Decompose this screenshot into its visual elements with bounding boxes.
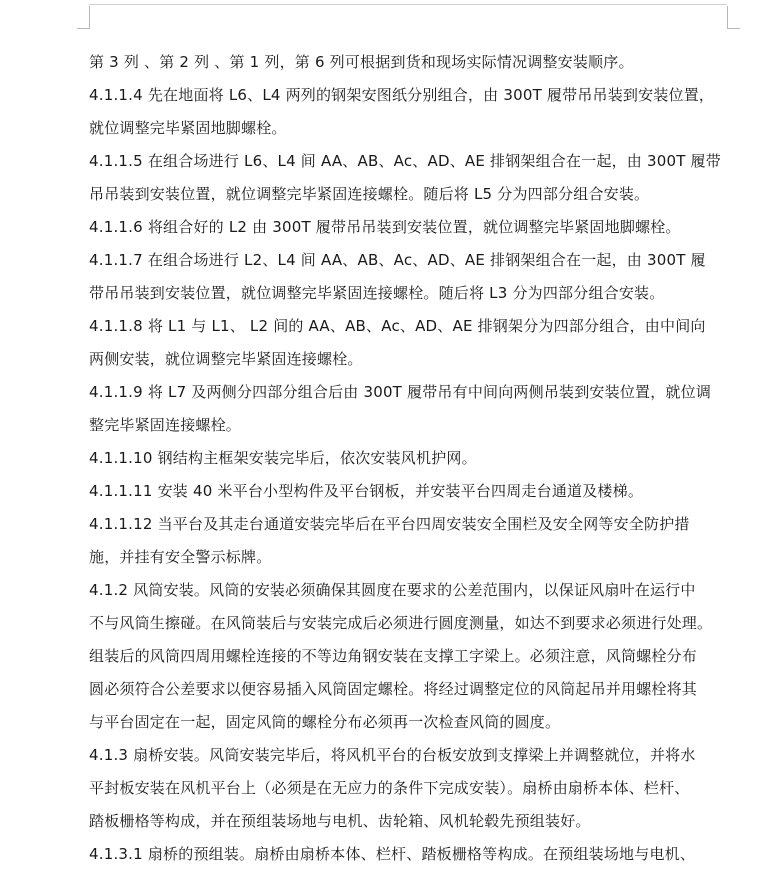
paragraph-4-1-1-6 — [89, 211, 729, 244]
text-line: 踏板栅格等构成，并在预组装场地与电机、齿轮箱、风机轮毂先预组装好。 — [89, 812, 591, 830]
text-line: 就位调整完毕紧固地脚螺栓。 — [89, 119, 287, 137]
text-line: 4.1.1.7 在组合场进行 L2、L4 间 AA、AB、Ac、AD、AE 排钢架组合在一起，由 300T 履 — [89, 251, 706, 269]
text-line: 两侧安装，就位调整完毕紧固连接螺栓。 — [89, 350, 363, 368]
text-line: 4.1.3.1 扇桥的预组装。扇桥由扇桥本体、栏杆、踏板栅格等构成。在预组装场地与电机、 — [89, 845, 696, 863]
text-line: 4.1.1.8 将 L1 与 L1、 L2 间的 AA、AB、Ac、AD、AE 排钢架分为四部分组合，由中间向 — [89, 317, 706, 335]
left-margin-crop-mark — [77, 6, 90, 29]
text-line: 4.1.1.10 钢结构主框架安装完毕后，依次安装风机护网。 — [89, 449, 477, 467]
paragraph-column-order — [89, 46, 729, 79]
paragraph-4-1-1-9 — [89, 376, 729, 442]
page-top-border — [89, 4, 727, 5]
text-line: 4.1.1.11 安装 40 米平台小型构件及平台钢板，并安装平台四周走台通道及楼梯。 — [89, 482, 644, 500]
text-line: 4.1.3 扇桥安装。风筒安装完毕后，将风机平台的台板安放到支撑梁上并调整就位，并将水 — [89, 746, 696, 764]
text-line: 组装后的风筒四周用螺栓连接的不等边角钢安装在支撑工字梁上。必须注意，风筒螺栓分布 — [89, 647, 698, 665]
paragraph-4-1-2 — [89, 574, 729, 739]
text-line: 带吊吊装到安装位置，就位调整完毕紧固连接螺栓。随后将 L3 分为四部分组合安装。 — [89, 284, 665, 302]
text-line: 圆必须符合公差要求以便容易插入风筒固定螺栓。将经过调整定位的风筒起吊并用螺栓将其 — [89, 680, 698, 698]
paragraph-4-1-1-4 — [89, 79, 729, 145]
paragraph-4-1-1-7 — [89, 244, 729, 310]
text-line: 4.1.1.4 先在地面将 L6、L4 两列的钢架安图纸分别组合，由 300T 履带吊吊装到安装位置， — [89, 86, 715, 104]
text-line: 吊吊装到安装位置，就位调整完毕紧固连接螺栓。随后将 L5 分为四部分组合安装。 — [89, 185, 650, 203]
text-line: 4.1.2 风筒安装。风筒的安装必须确保其圆度在要求的公差范围内，以保证风扇叶在运行中 — [89, 581, 696, 599]
text-line: 与平台固定在一起，固定风筒的螺栓分布必须再一次检查风筒的圆度。 — [89, 713, 561, 731]
paragraph-4-1-1-12 — [89, 508, 729, 574]
paragraph-4-1-1-5 — [89, 145, 729, 211]
paragraph-4-1-3 — [89, 739, 729, 838]
text-line: 4.1.1.12 当平台及其走台通道安装完毕后在平台四周安装安全围栏及安全网等安全防护措 — [89, 515, 690, 533]
document-body — [89, 46, 729, 871]
text-line: 施，并挂有安全警示标牌。 — [89, 548, 272, 566]
text-line: 平封板安装在风机平台上（必须是在无应力的条件下完成安装）。扇桥由扇桥本体、栏杆、 — [89, 779, 690, 797]
text-line: 4.1.1.5 在组合场进行 L6、L4 间 AA、AB、Ac、AD、AE 排钢架组合在一起，由 300T 履带 — [89, 152, 721, 170]
text-line: 4.1.1.9 将 L7 及两侧分四部分组合后由 300T 履带吊有中间向两侧吊装到安装位置，就位调 — [89, 383, 712, 401]
paragraph-4-1-1-10 — [89, 442, 729, 475]
text-line: 4.1.1.6 将组合好的 L2 由 300T 履带吊吊装到安装位置，就位调整完毕紧固地脚螺栓。 — [89, 218, 681, 236]
paragraph-4-1-1-8 — [89, 310, 729, 376]
paragraph-4-1-3-1 — [89, 838, 729, 871]
text-line: 不与风筒生擦碰。在风筒装后与安装完成后必须进行圆度测量，如达不到要求必须进行处理。 — [89, 614, 713, 632]
right-margin-crop-mark — [727, 6, 740, 29]
text-line: 整完毕紧固连接螺栓。 — [89, 416, 242, 434]
paragraph-4-1-1-11 — [89, 475, 729, 508]
text-line: 第 3 列 、第 2 列 、第 1 列，第 6 列可根据到货和现场实际情况调整安装顺序。 — [89, 53, 634, 71]
